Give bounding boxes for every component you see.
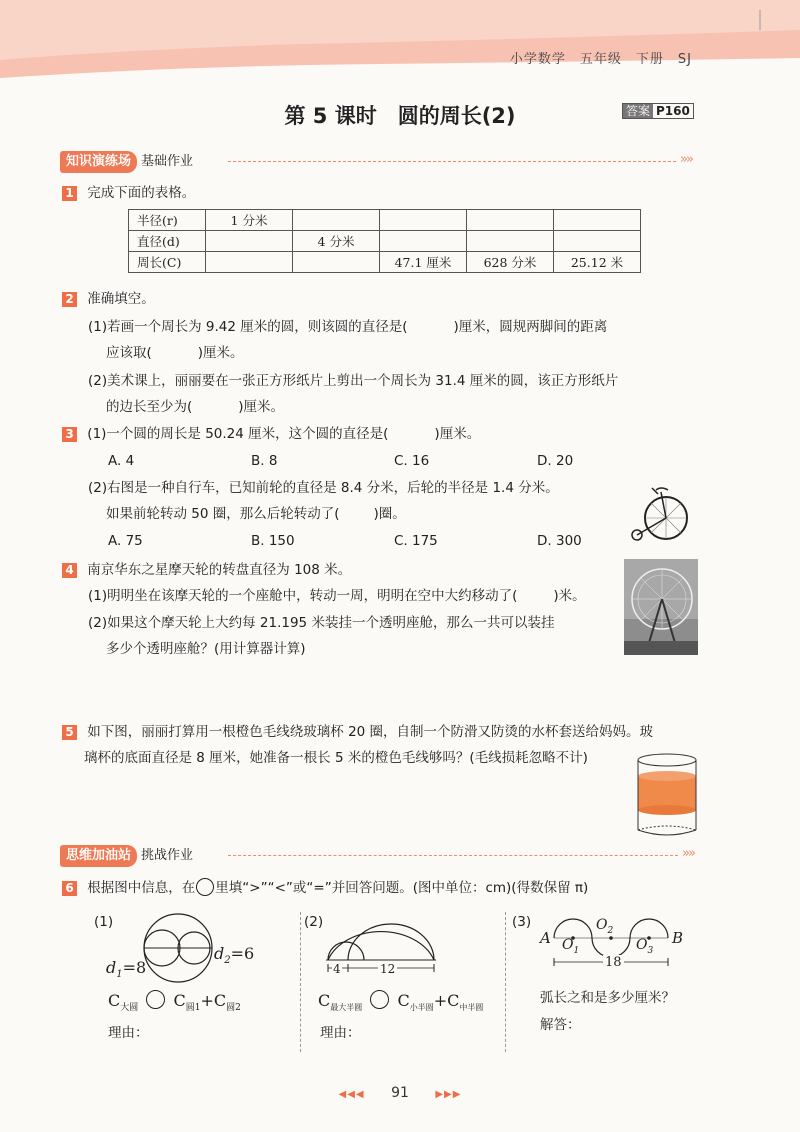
f3-O1	[562, 937, 579, 956]
cell	[293, 252, 380, 273]
text: =6	[230, 944, 255, 963]
bicycle-image	[628, 482, 696, 544]
q4-part1	[88, 586, 586, 606]
option: A. 75	[108, 533, 143, 549]
f3-point-B: B	[672, 929, 684, 947]
f3-O2	[596, 917, 613, 936]
text: C	[108, 991, 121, 1010]
text: C	[318, 991, 331, 1010]
q1-number: 1	[62, 186, 77, 201]
section-challenge-tag: 思维加油站	[60, 845, 137, 867]
cell	[467, 231, 554, 252]
text: C	[213, 991, 227, 1010]
section-challenge	[60, 844, 193, 866]
ferris-wheel-photo	[624, 559, 698, 655]
f2-reason: 理由：	[320, 1025, 361, 1041]
option: C. 175	[394, 533, 438, 549]
q2-number: 2	[62, 292, 77, 307]
section-challenge-sub: 挑战作业	[141, 848, 194, 863]
option: D. 300	[537, 533, 582, 549]
f3-question: 弧长之和是多少厘米？	[540, 990, 675, 1006]
q2-part2-line2	[106, 397, 284, 417]
cell	[380, 210, 467, 231]
divider	[228, 855, 678, 856]
q3-part2-line1: (2)右图是一种自行车，已知前轮的直径是 8.4 分米，后轮的半径是 1.4 分米。	[88, 480, 559, 496]
q3-number: 3	[62, 427, 77, 442]
text: 1	[573, 945, 580, 956]
table-row	[129, 231, 641, 252]
q3-part2-line2	[106, 504, 406, 524]
text: 根据图中信息，在	[87, 880, 196, 896]
circle-blank-icon	[196, 878, 214, 896]
q4-text: 南京华东之星摩天轮的转盘直径为 108 米。	[87, 562, 352, 578]
answer-page: P160	[656, 104, 690, 118]
header-subject: 小学数学 五年级 下册 SJ	[509, 52, 692, 67]
chevron-icon: »»	[682, 846, 694, 861]
cell: 4 分米	[293, 231, 380, 252]
text: )圈。	[373, 506, 406, 522]
text: (1)一个圆的周长是 50.24 厘米，这个圆的直径是(	[87, 426, 389, 442]
text: 小半圆	[409, 1003, 434, 1013]
q4-part2-line1: (2)如果这个摩天轮上大约每 21.195 米装挂一个透明座舱，那么一共可以装挂	[88, 615, 555, 631]
section-basic	[60, 150, 193, 172]
f1-d2-label	[214, 944, 254, 966]
f1-number: (1)	[94, 914, 114, 930]
f3-answer: 解答：	[540, 1017, 581, 1033]
cell	[293, 210, 380, 231]
text: O	[636, 937, 648, 953]
q1	[62, 183, 195, 203]
divider	[300, 912, 301, 1052]
row-label: 周长(C)	[129, 252, 206, 273]
cell: 25.12 米	[554, 252, 641, 273]
q5-line2: 璃杯的底面直径是 8 厘米，她准备一根长 5 米的橙色毛线够吗？(毛线损耗忽略不计)	[84, 750, 588, 766]
cell: 47.1 厘米	[380, 252, 467, 273]
text: )厘米，圆规两脚间的距离	[453, 319, 608, 335]
text: 应该取(	[106, 345, 152, 361]
text: 大圆	[120, 1003, 139, 1014]
text: O	[562, 937, 574, 953]
text: 3	[647, 945, 654, 956]
option: C. 16	[394, 453, 430, 469]
q5-number: 5	[62, 725, 77, 740]
f2-length-4: 4	[333, 962, 341, 976]
page-title: 第 5 课时 圆的周长(2)	[284, 104, 516, 128]
text: 1	[116, 969, 123, 981]
text: C	[173, 991, 186, 1010]
answer-reference	[622, 103, 694, 119]
cell	[380, 231, 467, 252]
row-label: 半径(r)	[129, 210, 206, 231]
q2	[62, 289, 155, 309]
cell	[554, 231, 641, 252]
text: 圆2	[226, 1003, 241, 1014]
circle-blank-icon	[370, 990, 389, 1009]
text: 里填“>”“<”或“=”并回答问题。(图中单位：cm)(得数保留 π)	[215, 880, 589, 896]
text: )米。	[553, 588, 586, 604]
q6-number: 6	[62, 881, 77, 896]
answer-label: 答案	[623, 104, 653, 118]
page-number	[0, 1085, 800, 1101]
chevron-icon: »»	[680, 152, 692, 167]
text: O	[596, 917, 608, 933]
option: B. 150	[251, 533, 295, 549]
f2-comparison	[318, 990, 483, 1013]
f3-number: (3)	[512, 914, 532, 930]
text: )厘米。	[434, 426, 481, 442]
q2-part1-line2	[106, 343, 244, 363]
f3-point-A: A	[540, 929, 551, 947]
text: 中半圆	[459, 1003, 484, 1013]
text: 如果前轮转动 50 圈，那么后轮转动了(	[106, 506, 340, 522]
text: +	[200, 991, 214, 1010]
text: 的边长至少为(	[106, 399, 193, 415]
page-number-value: 91	[391, 1085, 409, 1101]
q2-part1-line1	[88, 317, 607, 337]
f2-number: (2)	[304, 914, 324, 930]
text: 2	[607, 925, 614, 936]
option: B. 8	[251, 453, 278, 469]
text: (1)若画一个周长为 9.42 厘米的圆，则该圆的直径是(	[88, 319, 408, 335]
text: 如下图，丽丽打算用一根橙色毛线绕玻璃杯 20 圈，自制一个防滑又防烫的水杯套送给妈妈。玻	[87, 724, 654, 740]
q3-options2	[108, 531, 582, 551]
f1-reason: 理由：	[108, 1025, 149, 1041]
divider	[505, 912, 506, 1052]
cell: 628 分米	[467, 252, 554, 273]
q3-options1	[108, 451, 573, 471]
row-label: 直径(d)	[129, 231, 206, 252]
arrows-right-icon: ▶▶▶	[435, 1089, 462, 1100]
header-band	[0, 0, 800, 80]
table-row	[129, 252, 641, 273]
table-row	[129, 210, 641, 231]
text: )厘米。	[197, 345, 244, 361]
cell: 1 分米	[206, 210, 293, 231]
f1-comparison	[108, 990, 241, 1013]
cell	[554, 210, 641, 231]
cell	[206, 252, 293, 273]
f3-length: 18	[605, 955, 622, 970]
text: (1)明明坐在该摩天轮的一个座舱中，转动一周，明明在空中大约移动了(	[88, 588, 518, 604]
text: C	[397, 991, 410, 1010]
q4-number: 4	[62, 563, 77, 578]
section-basic-sub: 基础作业	[141, 154, 194, 169]
option: D. 20	[537, 453, 574, 469]
q1-table	[128, 209, 641, 273]
q1-text: 完成下面的表格。	[87, 185, 196, 201]
glass-cup-image	[632, 752, 702, 838]
text: =8	[122, 958, 147, 977]
text: )厘米。	[238, 399, 285, 415]
q2-text: 准确填空。	[87, 291, 155, 307]
text: d	[214, 944, 225, 963]
text: +	[433, 991, 448, 1010]
cell	[467, 210, 554, 231]
q5-line1	[62, 722, 653, 742]
f2-length-12: 12	[380, 962, 396, 976]
circle-blank-icon	[146, 990, 165, 1009]
text: C	[447, 991, 460, 1010]
q3-part1	[62, 424, 480, 444]
q4	[62, 560, 351, 580]
cell	[206, 231, 293, 252]
arrows-left-icon: ◀◀◀	[338, 1089, 365, 1100]
text: 圆1	[185, 1003, 201, 1014]
text: 最大半圆	[330, 1003, 363, 1013]
divider	[228, 161, 676, 162]
q6	[62, 878, 588, 898]
q4-part2-line2: 多少个透明座舱？(用计算器计算)	[106, 641, 306, 657]
text: d	[106, 958, 117, 977]
section-basic-tag: 知识演练场	[60, 151, 137, 173]
f3-O3	[636, 937, 653, 956]
q2-part2-line1: (2)美术课上，丽丽要在一张正方形纸片上剪出一个周长为 31.4 厘米的圆，该正方形纸片	[88, 373, 619, 389]
option: A. 4	[108, 453, 135, 469]
f1-d1-label	[106, 958, 146, 980]
text: 2	[224, 955, 231, 967]
